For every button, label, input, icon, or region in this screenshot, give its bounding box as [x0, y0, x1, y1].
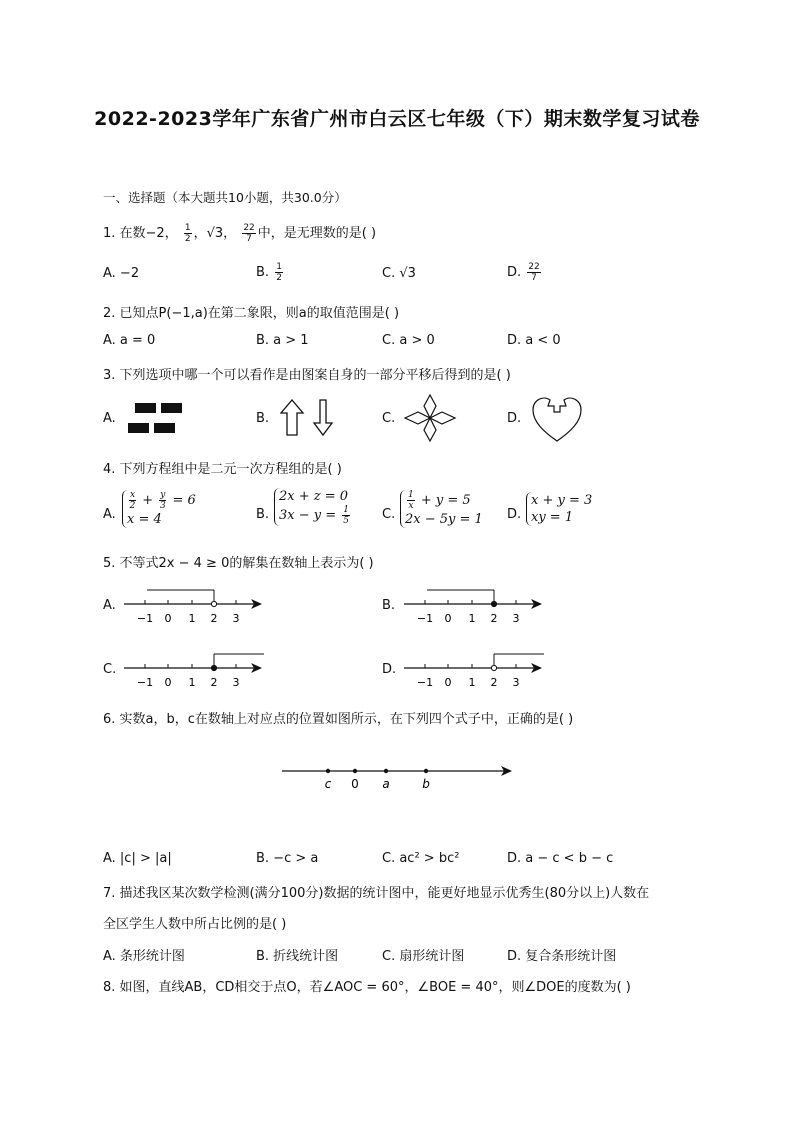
tick-label: 3 [512, 612, 520, 625]
question-2-stem: 2. 已知点P(−1,a)在第二象限，则a的取值范围是( ) [103, 306, 400, 321]
tick-label: −1 [416, 612, 434, 625]
tick-label: 2 [490, 612, 498, 625]
label-zero: 0 [351, 777, 359, 791]
q3-option-a[interactable]: A. [103, 411, 116, 426]
q7-option-b[interactable]: B. 折线统计图 [256, 949, 339, 964]
question-7-stem-line2: 全区学生人数中所占比例的是( ) [103, 917, 287, 932]
q7-option-d[interactable]: D. 复合条形统计图 [507, 949, 617, 964]
four-petal-figure [402, 394, 458, 442]
q4-option-c-label[interactable]: C. [382, 507, 396, 522]
tick-label: 3 [232, 612, 240, 625]
q6-option-d[interactable]: D. a − c < b − c [507, 851, 614, 866]
label-a: a [382, 777, 390, 791]
q4-system-c: $\frac{1}{x}$ + y = 5 2x − 5y = 1 [400, 490, 483, 528]
q4-system-b: 2x + z = 0 3x − y = $\frac{1}{5}$ [274, 488, 352, 526]
question-8-stem: 8. 如图，直线AB，CD相交于点O，若∠AOC = 60°，∠BOE = 40°，则∠DOE的度数为( ) [103, 980, 631, 995]
q3-option-d[interactable]: D. [507, 411, 522, 426]
tick-label: 3 [512, 676, 520, 689]
q4-system-d: x + y = 3 xy = 1 [526, 492, 592, 526]
hollow-endpoint [491, 665, 496, 670]
hollow-endpoint [211, 601, 216, 606]
q4-option-d-label[interactable]: D. [507, 507, 522, 522]
question-3-stem: 3. 下列选项中哪一个可以看作是由图案自身的一部分平移后得到的是( ) [103, 368, 511, 383]
q7-option-a[interactable]: A. 条形统计图 [103, 949, 185, 964]
q1-option-a[interactable]: A. −2 [103, 266, 140, 281]
question-5-stem: 5. 不等式2x − 4 ≥ 0的解集在数轴上表示为( ) [103, 556, 374, 571]
tick-label: 2 [490, 676, 498, 689]
tick-label: 0 [164, 676, 172, 689]
q2-option-b[interactable]: B. a > 1 [256, 333, 309, 348]
q7-option-c[interactable]: C. 扇形统计图 [382, 949, 465, 964]
q2-option-c[interactable]: C. a > 0 [382, 333, 435, 348]
tick-label: 0 [444, 612, 452, 625]
tick-label: 1 [188, 676, 196, 689]
q5-option-c[interactable]: C. [103, 662, 117, 677]
section-heading: 一、选择题（本大题共10小题，共30.0分） [103, 190, 347, 205]
question-4-stem: 4. 下列方程组中是二元一次方程组的是( ) [103, 462, 342, 477]
q1-option-b[interactable]: B. $\frac{1}{2}$ [256, 262, 282, 283]
tick-label: 2 [210, 676, 218, 689]
tick-label: 0 [164, 612, 172, 625]
q4-option-a-label[interactable]: A. [103, 507, 116, 522]
number-line-a [122, 584, 267, 628]
solid-endpoint [211, 665, 216, 670]
solid-endpoint [491, 601, 496, 606]
tick-label: 2 [210, 612, 218, 625]
q6-option-c[interactable]: C. ac² > bc² [382, 851, 460, 866]
q3-option-c[interactable]: C. [382, 411, 396, 426]
question-6-stem: 6. 实数a，b，c在数轴上对应点的位置如图所示，在下列四个式子中，正确的是( ) [103, 712, 574, 727]
tick-label: −1 [136, 676, 154, 689]
question-1-stem: 1. 在数−2， $\frac{1}{2}$ ，√3， $\frac{22}{7}$ 中，是无理数的是( ) [103, 223, 377, 244]
question-7-stem-line1: 7. 描述我区某次数学检测(满分100分)数据的统计图中，能更好地显示优秀生(80分以上)人数在 [103, 886, 650, 901]
label-b: b [422, 777, 430, 791]
q4-system-a: $\frac{x}{2}$ + $\frac{y}{3}$ = 6 x = 4 [122, 490, 196, 528]
tick-label: −1 [416, 676, 434, 689]
number-line-b [402, 584, 547, 628]
q6-option-a[interactable]: A. |c| > |a| [103, 851, 172, 866]
tick-label: 0 [444, 676, 452, 689]
q1-option-c[interactable]: C. √3 [382, 266, 416, 281]
bricks-figure [126, 402, 186, 436]
tick-label: −1 [136, 612, 154, 625]
q3-option-b[interactable]: B. [256, 411, 270, 426]
q5-option-b[interactable]: B. [382, 598, 396, 613]
heart-figure [530, 394, 584, 444]
number-line-c [122, 648, 267, 692]
q5-option-a[interactable]: A. [103, 598, 116, 613]
tick-label: 1 [468, 676, 476, 689]
abc-number-line [280, 760, 516, 794]
q2-option-d[interactable]: D. a < 0 [507, 333, 561, 348]
label-c: c [324, 777, 332, 791]
q4-option-b-label[interactable]: B. [256, 507, 270, 522]
q6-option-b[interactable]: B. −c > a [256, 851, 319, 866]
number-line-d [402, 648, 547, 692]
q2-option-a[interactable]: A. a = 0 [103, 333, 156, 348]
page-title: 2022-2023学年广东省广州市白云区七年级（下）期末数学复习试卷 [94, 108, 700, 130]
tick-label: 3 [232, 676, 240, 689]
tick-label: 1 [188, 612, 196, 625]
q5-option-d[interactable]: D. [382, 662, 397, 677]
tick-label: 1 [468, 612, 476, 625]
q1-option-d[interactable]: D. $\frac{22}{7}$ [507, 262, 540, 283]
up-down-arrows-figure [280, 398, 336, 438]
